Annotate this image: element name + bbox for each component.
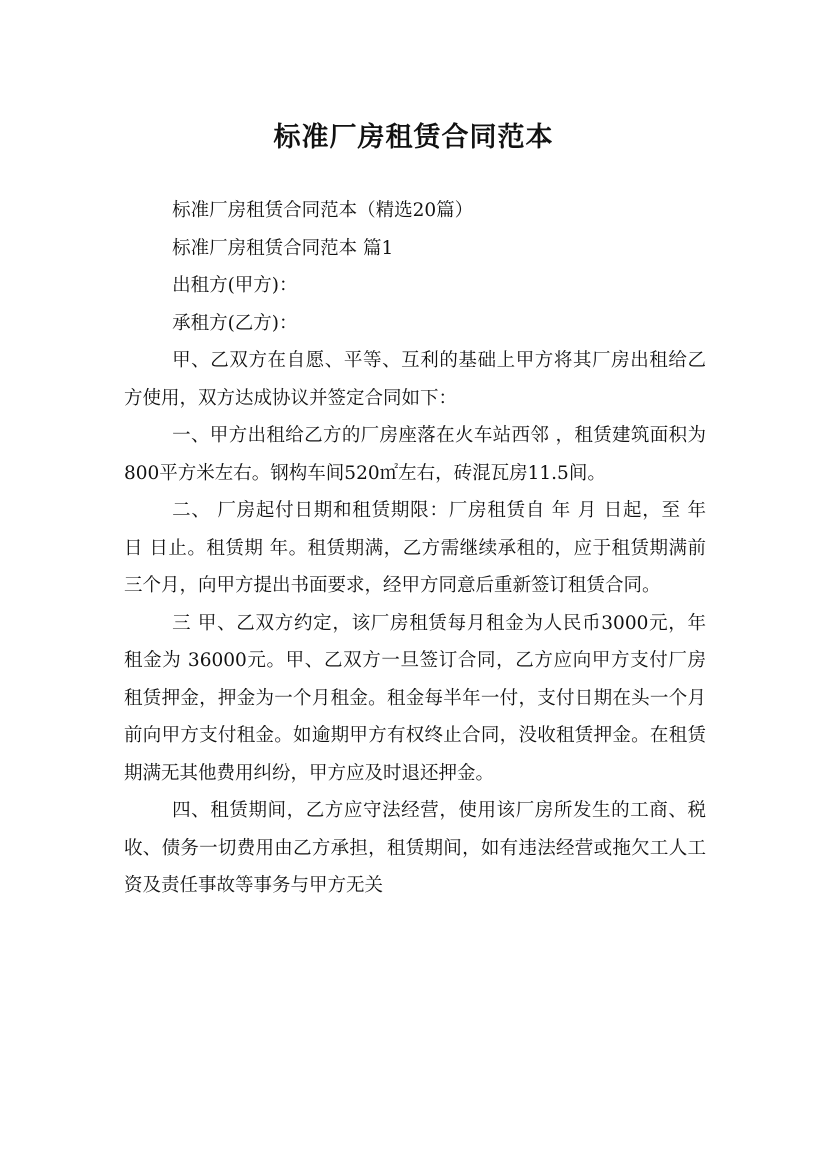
document-body (124, 192, 712, 905)
paragraph-clause-3: 三 甲、乙双方约定，该厂房租赁每月租金为人民币3000元，年租金为 36000元。甲、乙双方一旦签订合同，乙方应向甲方支付厂房租赁押金，押金为一个月租金。租金每半年一付，支付日期在头一个月前向甲方支付租金。如逾期甲方有权终止合同，没收租赁押金。在租赁期满无其他费用纠纷，甲方应及时退还押金。 (124, 612, 706, 784)
paragraph-preamble: 甲、乙双方在自愿、平等、互利的基础上甲方将其厂房出租给乙方使用，双方达成协议并签定合同如下： (124, 350, 706, 409)
paragraph-clause-2: 二、 厂房起付日期和租赁期限：厂房租赁自 年 月 日起，至 年 日 日止。租赁期 年。租赁期满，乙方需继续承租的，应于租赁期满前三个月，向甲方提出书面要求，经甲方同意后重新签订租赁合同。 (124, 500, 712, 596)
paragraph-subtitle: 标准厂房租赁合同范本（精选20篇） (172, 200, 474, 221)
paragraph-clause-1: 一、甲方出租给乙方的厂房座落在火车站西邻 ，租赁建筑面积为 800平方米左右。钢构车间520㎡左右，砖混瓦房11.5间。 (124, 425, 712, 484)
paragraph-lessor: 出租方(甲方)： (172, 275, 298, 296)
paragraph-lessee: 承租方(乙方)： (172, 312, 298, 334)
paragraph-clause-4: 四、租赁期间，乙方应守法经营，使用该厂房所发生的工商、税收、债务一切费用由乙方承担，租赁期间，如有违法经营或拖欠工人工资及责任事故等事务与甲方无关 (124, 800, 706, 896)
paragraph-section-heading: 标准厂房租赁合同范本 篇1 (172, 237, 394, 259)
document-title: 标准厂房租赁合同范本 (273, 122, 554, 154)
